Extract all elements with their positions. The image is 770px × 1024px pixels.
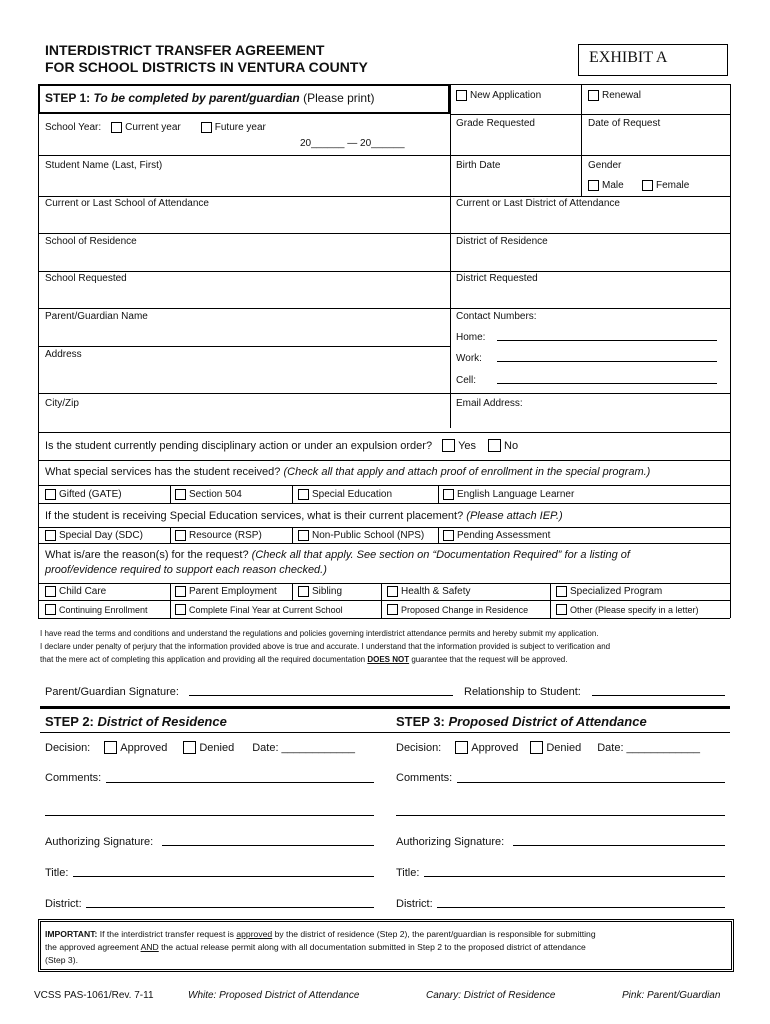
step2-heading bbox=[45, 714, 227, 729]
step1-italic: To be completed by parent/guardian bbox=[93, 91, 300, 105]
section-504-checkbox[interactable] bbox=[175, 489, 186, 500]
step2-title-label: Title: bbox=[45, 867, 69, 879]
sped-question-text: If the student is receiving Special Education services, what is their current placement? bbox=[45, 510, 464, 522]
step3-approved-label: Approved bbox=[471, 741, 519, 754]
sped-question bbox=[45, 510, 563, 522]
rsp-checkbox[interactable] bbox=[175, 530, 186, 541]
step2-denied-label: Denied bbox=[199, 741, 235, 754]
step2-comments-label: Comments: bbox=[45, 772, 102, 784]
renewal-label: Renewal bbox=[602, 90, 641, 101]
parent-signature-label: Parent/Guardian Signature: bbox=[45, 686, 179, 698]
grid-divider bbox=[381, 583, 382, 618]
row-line-8 bbox=[38, 393, 730, 394]
row-line-9 bbox=[38, 432, 730, 433]
step3-label: STEP 3: bbox=[396, 714, 445, 729]
row-line-2 bbox=[38, 155, 730, 156]
current-school-label: Current or Last School of Attendance bbox=[45, 198, 209, 209]
grid-divider bbox=[170, 527, 171, 543]
step2-date[interactable]: Date: ____________ bbox=[252, 741, 355, 754]
declaration-line3-b: DOES NOT bbox=[367, 655, 410, 664]
parent-employment-checkbox[interactable] bbox=[175, 586, 186, 597]
health-safety-option[interactable] bbox=[387, 586, 470, 597]
row-line-3 bbox=[38, 196, 730, 197]
step3-italic: Proposed District of Attendance bbox=[448, 714, 647, 729]
school-year-label: School Year: bbox=[45, 122, 102, 133]
male-checkbox[interactable] bbox=[588, 180, 599, 191]
reasons-question-italic-2: proof/evidence required to support each reason checked.) bbox=[45, 564, 327, 576]
important-text-e: (Step 3). bbox=[45, 955, 78, 965]
current-year-option[interactable] bbox=[111, 122, 181, 133]
work-label: Work: bbox=[456, 353, 482, 364]
specialized-program-checkbox[interactable] bbox=[556, 586, 567, 597]
sdc-option[interactable] bbox=[45, 530, 143, 541]
pending-assessment-checkbox[interactable] bbox=[443, 530, 454, 541]
grid-divider bbox=[292, 583, 293, 600]
male-option[interactable] bbox=[588, 180, 624, 191]
discipline-yes-label: Yes bbox=[458, 439, 477, 452]
home-phone-row[interactable] bbox=[456, 332, 485, 343]
nps-checkbox[interactable] bbox=[298, 530, 309, 541]
step3-title-line[interactable] bbox=[424, 867, 725, 877]
special-education-checkbox[interactable] bbox=[298, 489, 309, 500]
home-label: Home: bbox=[456, 332, 486, 343]
other-option[interactable] bbox=[556, 604, 699, 615]
section-504-label: Section 504 bbox=[189, 489, 242, 500]
student-name-label: Student Name (Last, First) bbox=[45, 160, 163, 171]
row-line-11 bbox=[38, 485, 730, 486]
important-and: AND bbox=[140, 942, 159, 952]
other-label: Other (Please specify in a letter) bbox=[570, 604, 699, 615]
step3-denied-label: Denied bbox=[546, 741, 582, 754]
step3-denied-option[interactable] bbox=[530, 741, 581, 754]
step3-auth-signature-line[interactable] bbox=[513, 836, 725, 846]
sibling-option[interactable] bbox=[298, 586, 342, 597]
row-line-12 bbox=[38, 503, 730, 504]
city-zip-label: City/Zip bbox=[45, 398, 79, 409]
male-label: Male bbox=[602, 180, 624, 191]
female-label: Female bbox=[656, 180, 690, 191]
exhibit-label: EXHIBIT A bbox=[589, 49, 668, 66]
grid-divider bbox=[438, 485, 439, 503]
section-504-option[interactable] bbox=[175, 489, 242, 500]
step3-decision-label: Decision: bbox=[396, 741, 442, 754]
change-in-residence-label: Proposed Change in Residence bbox=[401, 604, 529, 615]
step3-comments-line-1[interactable] bbox=[457, 773, 725, 783]
step2-approved-checkbox[interactable] bbox=[104, 741, 117, 754]
discipline-no-label: No bbox=[504, 439, 519, 452]
current-year-label: Current year bbox=[125, 122, 181, 133]
district-requested-label: District Requested bbox=[456, 273, 538, 284]
school-of-residence-label: School of Residence bbox=[45, 236, 137, 247]
special-education-label: Special Education bbox=[312, 489, 393, 500]
current-year-checkbox[interactable] bbox=[111, 122, 122, 133]
cell-phone-line[interactable] bbox=[497, 374, 717, 384]
row-line-15 bbox=[38, 583, 730, 584]
parent-employment-option[interactable] bbox=[175, 586, 277, 597]
step3-district-line[interactable] bbox=[437, 898, 725, 908]
rsp-option[interactable] bbox=[175, 530, 262, 541]
parent-employment-label: Parent Employment bbox=[189, 586, 277, 597]
exhibit-box bbox=[578, 44, 728, 76]
female-checkbox[interactable] bbox=[642, 180, 653, 191]
reasons-question bbox=[45, 548, 630, 578]
reasons-question-text: What is/are the reason(s) for the request? bbox=[45, 549, 249, 561]
step2-comments-line-1[interactable] bbox=[106, 773, 374, 783]
discipline-yes-option[interactable] bbox=[442, 439, 476, 452]
school-requested-label: School Requested bbox=[45, 273, 127, 284]
row-line-13 bbox=[38, 527, 730, 528]
step1-heading bbox=[45, 91, 374, 105]
relationship-label: Relationship to Student: bbox=[464, 686, 581, 698]
declaration-text bbox=[40, 627, 730, 666]
form-right-border bbox=[730, 84, 731, 618]
important-text-b: by the district of residence (Step 2), the parent/guardian is responsible for submitting bbox=[274, 929, 596, 939]
grid-divider bbox=[292, 527, 293, 543]
child-care-label: Child Care bbox=[59, 586, 107, 597]
step2-decision-row bbox=[45, 741, 355, 754]
future-year-label: Future year bbox=[214, 122, 266, 133]
pending-assessment-option[interactable] bbox=[443, 530, 550, 541]
child-care-checkbox[interactable] bbox=[45, 586, 56, 597]
cell-label: Cell: bbox=[456, 375, 477, 386]
row-line-10 bbox=[38, 460, 730, 461]
birth-date-label: Birth Date bbox=[456, 160, 501, 171]
step3-decision-row bbox=[396, 741, 700, 754]
rsp-label: Resource (RSP) bbox=[189, 530, 262, 541]
gate-checkbox[interactable] bbox=[45, 489, 56, 500]
ell-label: English Language Learner bbox=[457, 489, 575, 500]
pending-assessment-label: Pending Assessment bbox=[457, 530, 551, 541]
declaration-line2: I declare under penalty of perjury that the information provided above is true and accurate. I understand that the information provided is subject to verification and bbox=[40, 642, 611, 651]
complete-final-year-option[interactable] bbox=[175, 604, 343, 615]
discipline-row bbox=[45, 439, 518, 452]
important-notice bbox=[38, 919, 734, 972]
contact-numbers-label: Contact Numbers: bbox=[456, 311, 537, 322]
important-text-d: the actual release permit along with all documentation submitted in Step 2 to the proposed district of attendance bbox=[161, 942, 586, 952]
sibling-label: Sibling bbox=[312, 586, 343, 597]
discipline-question: Is the student currently pending disciplinary action or under an expulsion order? bbox=[45, 439, 433, 452]
step3-denied-checkbox[interactable] bbox=[530, 741, 543, 754]
declaration-line1: I have read the terms and conditions and understand the regulations and policies governing interdistrict attendance permits and hereby submit my application. bbox=[40, 629, 599, 638]
discipline-no-checkbox[interactable] bbox=[488, 439, 501, 452]
step3-heading bbox=[396, 714, 647, 729]
row-line-4 bbox=[38, 233, 730, 234]
step2-auth-signature-line[interactable] bbox=[162, 836, 374, 846]
new-application-option[interactable] bbox=[456, 90, 541, 101]
nps-label: Non-Public School (NPS) bbox=[312, 530, 425, 541]
declaration-line3-c: guarantee that the request will be approved. bbox=[411, 655, 568, 664]
grid-divider bbox=[292, 485, 293, 503]
district-of-residence-label: District of Residence bbox=[456, 236, 548, 247]
footer-canary-copy: Canary: District of Residence bbox=[426, 990, 556, 1001]
specialized-program-label: Specialized Program bbox=[570, 586, 663, 597]
row-line-7 bbox=[38, 346, 450, 347]
step2-italic: District of Residence bbox=[97, 714, 227, 729]
gender-label: Gender bbox=[588, 160, 622, 171]
step3-approved-checkbox[interactable] bbox=[455, 741, 468, 754]
steps-subline bbox=[40, 732, 730, 733]
step2-decision-label: Decision: bbox=[45, 741, 91, 754]
school-year-row bbox=[45, 122, 266, 133]
nps-option[interactable] bbox=[298, 530, 424, 541]
step2-label: STEP 2: bbox=[45, 714, 94, 729]
step3-district-label: District: bbox=[396, 898, 433, 910]
step1-suffix: (Please print) bbox=[303, 91, 375, 105]
grid-divider bbox=[438, 527, 439, 543]
form-title bbox=[45, 42, 368, 76]
health-safety-label: Health & Safety bbox=[401, 586, 471, 597]
row-line-17 bbox=[38, 618, 730, 619]
footer-pink-copy: Pink: Parent/Guardian bbox=[622, 990, 721, 1001]
step2-district-line[interactable] bbox=[86, 898, 374, 908]
step2-approved-option[interactable] bbox=[104, 741, 167, 754]
form-left-border bbox=[38, 84, 39, 618]
row-line-1 bbox=[450, 114, 730, 115]
future-year-option[interactable] bbox=[201, 122, 266, 133]
important-text-c: the approved agreement bbox=[45, 942, 139, 952]
work-phone-line[interactable] bbox=[497, 352, 717, 362]
continuing-enrollment-label: Continuing Enrollment bbox=[59, 604, 148, 615]
step2-auth-signature-label: Authorizing Signature: bbox=[45, 836, 154, 848]
parent-name-label: Parent/Guardian Name bbox=[45, 311, 148, 322]
sped-question-italic: (Please attach IEP.) bbox=[466, 510, 563, 522]
row-line-16 bbox=[38, 600, 730, 601]
sdc-label: Special Day (SDC) bbox=[59, 530, 143, 541]
grade-requested-label: Grade Requested bbox=[456, 118, 535, 129]
specialized-program-option[interactable] bbox=[556, 586, 662, 597]
important-label: IMPORTANT: bbox=[45, 929, 98, 939]
year-format[interactable]: 20______ — 20______ bbox=[300, 138, 405, 149]
new-application-label: New Application bbox=[470, 90, 542, 101]
email-label: Email Address: bbox=[456, 398, 523, 409]
sdc-checkbox[interactable] bbox=[45, 530, 56, 541]
work-phone-row[interactable] bbox=[456, 353, 482, 364]
row-line-14 bbox=[38, 543, 730, 544]
cell-phone-row[interactable] bbox=[456, 375, 476, 386]
special-services-question bbox=[45, 466, 650, 478]
complete-final-year-checkbox[interactable] bbox=[175, 604, 186, 615]
reasons-question-italic-1: (Check all that apply. See section on “Documentation Required” for a listing of bbox=[251, 549, 630, 561]
sibling-checkbox[interactable] bbox=[298, 586, 309, 597]
steps-divider bbox=[40, 706, 730, 709]
gate-option[interactable] bbox=[45, 489, 122, 500]
ell-checkbox[interactable] bbox=[443, 489, 454, 500]
gate-label: Gifted (GATE) bbox=[59, 489, 122, 500]
step1-label: STEP 1: bbox=[45, 91, 91, 105]
step2-denied-option[interactable] bbox=[183, 741, 234, 754]
step2-district-label: District: bbox=[45, 898, 82, 910]
row-line-5 bbox=[38, 271, 730, 272]
declaration-line3-a: that the mere act of completing this application and providing all the required documentation bbox=[40, 655, 366, 664]
continuing-enrollment-checkbox[interactable] bbox=[45, 604, 56, 615]
special-education-option[interactable] bbox=[298, 489, 392, 500]
footer-form-id: VCSS PAS-1061/Rev. 7-11 bbox=[34, 990, 154, 1001]
form-title-line2: FOR SCHOOL DISTRICTS IN VENTURA COUNTY bbox=[45, 59, 368, 75]
special-services-italic: (Check all that apply and attach proof of enrollment in the special program.) bbox=[283, 466, 651, 478]
parent-signature-line[interactable] bbox=[189, 686, 453, 696]
child-care-option[interactable] bbox=[45, 586, 106, 597]
continuing-enrollment-option[interactable] bbox=[45, 604, 148, 615]
home-phone-line[interactable] bbox=[497, 331, 717, 341]
step3-date[interactable]: Date: ____________ bbox=[597, 741, 700, 754]
current-district-label: Current or Last District of Attendance bbox=[456, 198, 620, 209]
renewal-checkbox[interactable] bbox=[588, 90, 599, 101]
step3-comments-line-2[interactable] bbox=[396, 806, 725, 816]
grid-divider bbox=[550, 583, 551, 618]
change-in-residence-option[interactable] bbox=[387, 604, 528, 615]
date-of-request-label: Date of Request bbox=[588, 118, 661, 129]
form-right-divider bbox=[581, 84, 582, 196]
other-checkbox[interactable] bbox=[556, 604, 567, 615]
discipline-no-option[interactable] bbox=[488, 439, 518, 452]
step3-auth-signature-label: Authorizing Signature: bbox=[396, 836, 505, 848]
renewal-option[interactable] bbox=[588, 90, 641, 101]
change-in-residence-checkbox[interactable] bbox=[387, 604, 398, 615]
health-safety-checkbox[interactable] bbox=[387, 586, 398, 597]
complete-final-year-label: Complete Final Year at Current School bbox=[189, 604, 343, 615]
footer-white-copy: White: Proposed District of Attendance bbox=[188, 990, 360, 1001]
step2-comments-line-2[interactable] bbox=[45, 806, 374, 816]
grid-divider bbox=[170, 583, 171, 618]
relationship-line[interactable] bbox=[592, 686, 725, 696]
special-services-text: What special services has the student received? bbox=[45, 466, 281, 478]
female-option[interactable] bbox=[642, 180, 689, 191]
address-label: Address bbox=[45, 349, 82, 360]
step2-title-line[interactable] bbox=[73, 867, 374, 877]
step3-title-label: Title: bbox=[396, 867, 420, 879]
step3-approved-option[interactable] bbox=[455, 741, 518, 754]
new-application-checkbox[interactable] bbox=[456, 90, 467, 101]
ell-option[interactable] bbox=[443, 489, 574, 500]
important-approved: approved bbox=[236, 929, 273, 939]
form-title-line1: INTERDISTRICT TRANSFER AGREEMENT bbox=[45, 42, 325, 58]
important-text-a: If the interdistrict transfer request is bbox=[99, 929, 234, 939]
grid-divider bbox=[170, 485, 171, 503]
declaration-line3 bbox=[40, 653, 730, 666]
step2-approved-label: Approved bbox=[120, 741, 168, 754]
form-center-divider bbox=[450, 84, 451, 428]
step3-comments-label: Comments: bbox=[396, 772, 453, 784]
discipline-yes-checkbox[interactable] bbox=[442, 439, 455, 452]
future-year-checkbox[interactable] bbox=[201, 122, 212, 133]
step2-denied-checkbox[interactable] bbox=[183, 741, 196, 754]
row-line-6 bbox=[38, 308, 730, 309]
